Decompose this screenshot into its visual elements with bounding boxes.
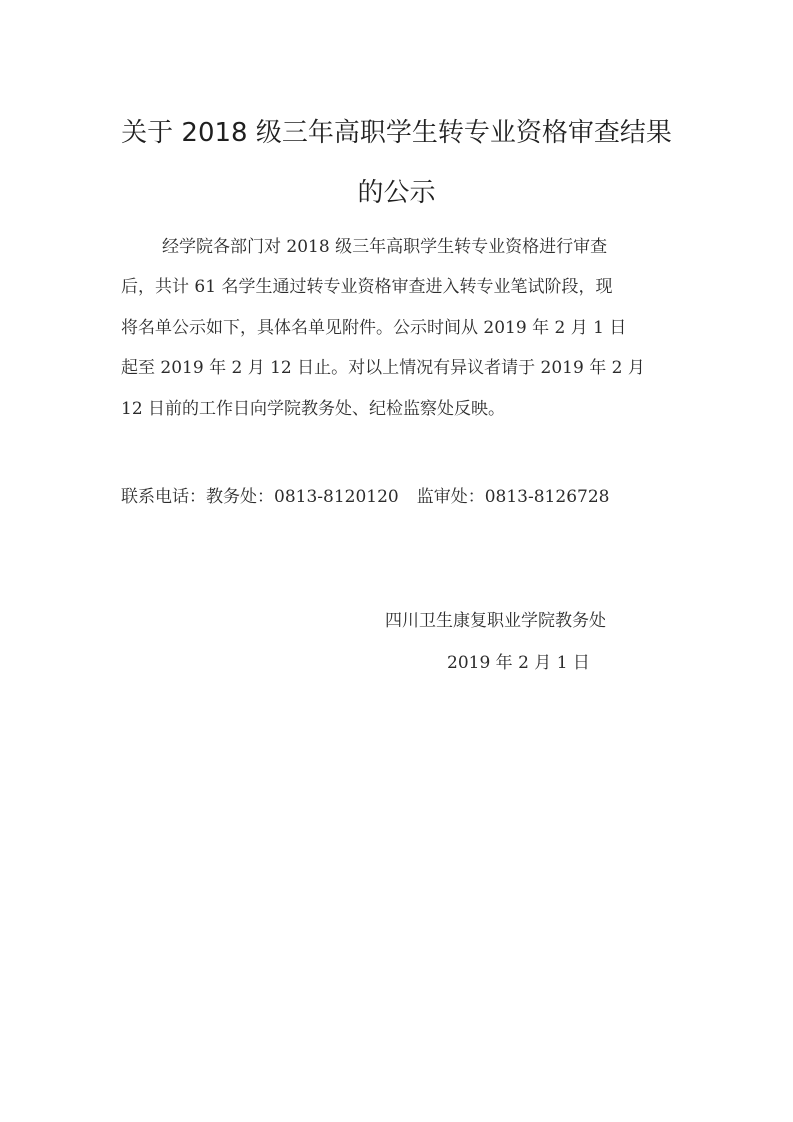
body-line-1: 经学院各部门对 2018 级三年高职学生转专业资格进行审查 [162,237,608,257]
signature-date: 2019 年 2 月 1 日 [447,653,590,673]
contact-label: 联系电话： [121,487,206,507]
signature-organization: 四川卫生康复职业学院教务处 [385,611,606,631]
document-title-line-2: 的公示 [357,178,436,208]
contact-academic-affairs: 教务处：0813-8120120 [206,487,399,507]
document-title-line-1: 关于 2018 级三年高职学生转专业资格审查结果 [121,118,672,148]
body-line-3: 将名单公示如下，具体名单见附件。公示时间从 2019 年 2 月 1 日 [121,318,627,338]
body-line-2: 后，共计 61 名学生通过转专业资格审查进入转专业笔试阶段，现 [121,277,613,297]
contact-info [121,482,609,507]
contact-supervision: 监审处：0813-8126728 [416,487,610,507]
body-line-4: 起至 2019 年 2 月 12 日止。对以上情况有异议者请于 2019 年 2 月 [121,358,645,378]
body-line-5: 12 日前的工作日向学院教务处、纪检监察处反映。 [121,399,506,419]
